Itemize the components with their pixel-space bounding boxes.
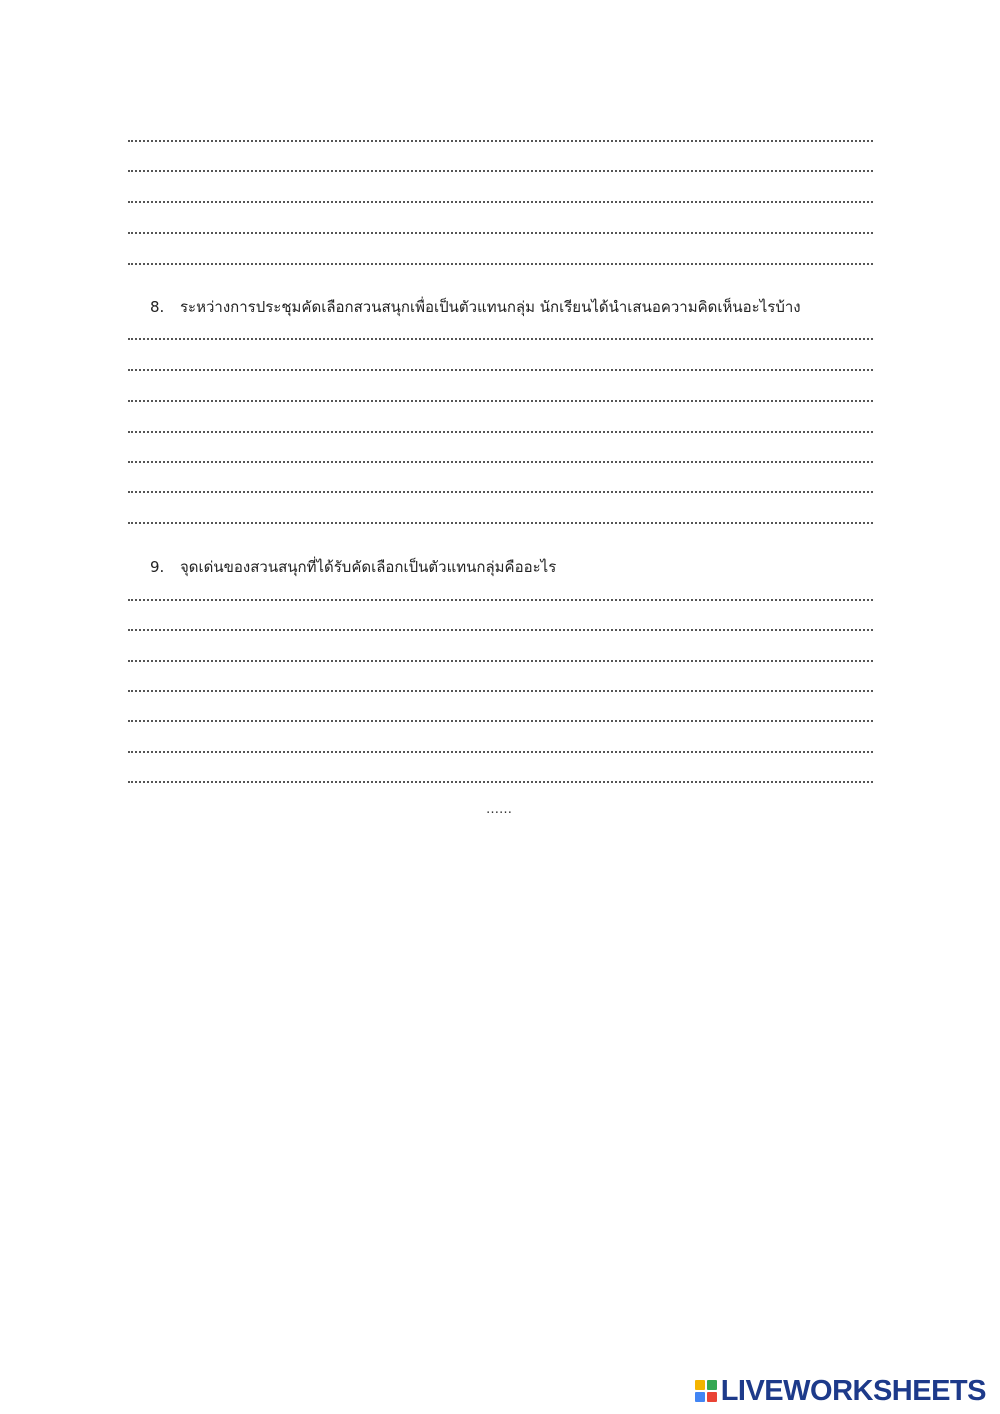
answer-line[interactable] [128, 201, 873, 203]
answer-line[interactable] [128, 690, 873, 692]
question-9 [150, 557, 556, 577]
answer-line[interactable] [128, 263, 873, 265]
answer-line[interactable] [128, 170, 873, 172]
answer-line[interactable] [128, 232, 873, 234]
question-text: จุดเด่นของสวนสนุกที่ได้รับคัดเลือกเป็นตัวแทนกลุ่มคืออะไร [180, 558, 557, 576]
end-mark: …… [486, 802, 512, 817]
question-8 [150, 297, 801, 317]
liveworksheets-brand [695, 1374, 986, 1408]
answer-line[interactable] [128, 491, 873, 493]
logo-square [707, 1392, 717, 1402]
logo-square [695, 1392, 705, 1402]
brand-text: LIVEWORKSHEETS [720, 1374, 986, 1407]
answer-line[interactable] [128, 522, 873, 524]
question-number: 8. [150, 298, 165, 316]
answer-line[interactable] [128, 629, 873, 631]
answer-line[interactable] [128, 140, 873, 142]
answer-line[interactable] [128, 660, 873, 662]
answer-line[interactable] [128, 751, 873, 753]
logo-square [707, 1380, 717, 1390]
answer-line[interactable] [128, 599, 873, 601]
answer-line[interactable] [128, 720, 873, 722]
answer-line[interactable] [128, 338, 873, 340]
question-number: 9. [150, 558, 165, 576]
answer-line[interactable] [128, 461, 873, 463]
answer-line[interactable] [128, 369, 873, 371]
answer-line[interactable] [128, 781, 873, 783]
answer-line[interactable] [128, 431, 873, 433]
answer-line[interactable] [128, 400, 873, 402]
question-text: ระหว่างการประชุมคัดเลือกสวนสนุกเพื่อเป็นตัวแทนกลุ่ม นักเรียนได้นำเสนอความคิดเห็นอะไรบ้าง [180, 298, 801, 316]
logo-square [695, 1380, 705, 1390]
liveworksheets-logo-icon [695, 1380, 717, 1402]
